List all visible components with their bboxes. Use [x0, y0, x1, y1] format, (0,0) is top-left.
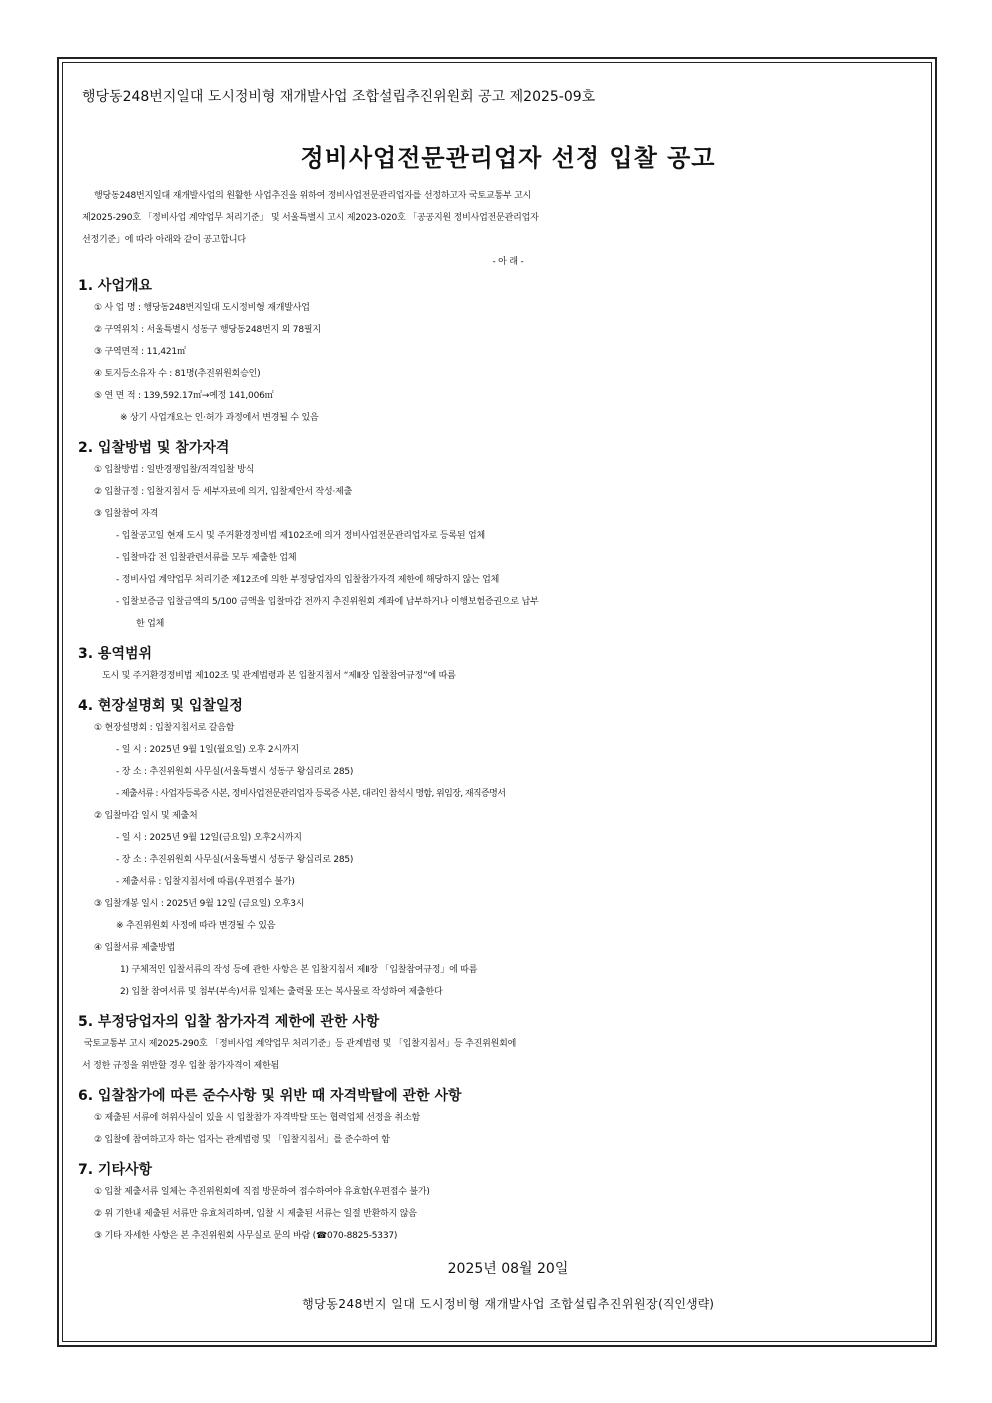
section-2-heading: 2. 입찰방법 및 참가자격 [78, 440, 230, 456]
seal-omitted-note: (직인생략) [658, 1297, 714, 1311]
s4-note: ※ 추진위원회 사정에 따라 변경될 수 있음 [116, 921, 276, 931]
s4-item: ④ 입찰서류 제출방법 [94, 943, 176, 953]
signer [78, 1289, 938, 1319]
notice-title: 정비사업전문관리업자 선정 입찰 공고 [300, 144, 716, 172]
notice-date: 2025년 08월 20일 [447, 1261, 569, 1277]
section-7-heading: 7. 기타사항 [78, 1162, 153, 1178]
s2-sub: - 입찰마감 전 입찰관련서류를 모두 제출한 업체 [116, 553, 297, 563]
s2-item: ③ 입찰참여 자격 [94, 509, 159, 519]
section-4-heading: 4. 현장설명회 및 입찰일정 [78, 698, 243, 714]
s1-line: ⑤ 연 면 적 : 139,592.17㎡→예정 141,006㎡ [94, 391, 274, 401]
intro-line: 선정기준」에 따라 아래와 같이 공고합니다 [82, 235, 246, 245]
s7-line: ① 입찰 제출서류 일체는 추진위원회에 직접 방문하여 접수하여야 유효함(우편접수 불가) [94, 1187, 430, 1197]
section-3-heading: 3. 용역범위 [78, 646, 153, 662]
s1-line: ① 사 업 명 : 행당동248번지일대 도시정비형 재개발사업 [94, 303, 310, 313]
section-1-heading: 1. 사업개요 [78, 278, 153, 294]
s2-sub: - 정비사업 계약업무 처리기준 제12조에 의한 부정당업자의 입찰참가자격 제한에 해당하지 않는 업체 [116, 575, 500, 585]
s7-line: ③ 기타 자세한 사항은 본 추진위원회 사무실로 문의 바람 (☎070-8825-5337) [94, 1231, 398, 1241]
s2-sub-continuation: 한 업체 [136, 619, 165, 629]
s4-sub: 2) 입찰 참여서류 및 첨부(부속)서류 일체는 출력물 또는 복사물로 작성하여 제출한다 [120, 987, 443, 997]
s4-item: ② 입찰마감 일시 및 제출처 [94, 811, 198, 821]
s4-sub: - 일 시 : 2025년 9월 12일(금요일) 오후2시까지 [116, 833, 302, 843]
s4-sub: - 제출서류 : 사업자등록증 사본, 정비사업전문관리업자 등록증 사본, 대리인 참석시 명함, 위임장, 재직증명서 [116, 789, 506, 799]
s4-sub: - 일 시 : 2025년 9월 1일(월요일) 오후 2시까지 [116, 745, 299, 755]
below-marker: - 아 래 - [492, 257, 524, 267]
s4-item: ③ 입찰개봉 일시 : 2025년 9월 12일 (금요일) 오후3시 [94, 899, 305, 909]
s6-line: ② 입찰에 참여하고자 하는 업자는 관계법령 및 「입찰지침서」를 준수하여 함 [94, 1135, 390, 1145]
intro-paragraph [78, 185, 938, 251]
intro-line: 행당동248번지일대 재개발사업의 원활한 사업추진을 위하여 정비사업전문관리업자를 선정하고자 국토교통부 고시 [94, 191, 532, 201]
s2-sub: - 입찰보증금 입찰금액의 5/100 금액을 입찰마감 전까지 추진위원회 계좌에 납부하거나 이행보험증권으로 납부 [116, 597, 539, 607]
s7-line: ② 위 기한내 제출된 서류만 유효처리하며, 입찰 시 제출된 서류는 일절 반환하지 않음 [94, 1209, 417, 1219]
document-number: 행당동248번지일대 도시정비형 재개발사업 조합설립추진위원회 공고 제2025-09호 [82, 89, 596, 105]
section-5-heading: 5. 부정당업자의 입찰 참가자격 제한에 관한 사항 [78, 1014, 380, 1030]
s5-line: 국토교통부 고시 제2025-290호 「정비사업 계약업무 처리기준」등 관계법령 및 「입찰지침서」등 추진위원회에 [84, 1039, 517, 1049]
s2-item: ① 입찰방법 : 일반경쟁입찰/적격입찰 방식 [94, 465, 255, 475]
section-6-heading: 6. 입찰참가에 따른 준수사항 및 위반 때 자격박탈에 관한 사항 [78, 1088, 462, 1104]
s1-line: ③ 구역면적 : 11,421㎡ [94, 347, 186, 357]
signer-name: 행당동248번지 일대 도시정비형 재개발사업 조합설립추진위원장 [302, 1297, 659, 1311]
s4-sub: - 장 소 : 추진위원회 사무실(서울특별시 성동구 왕십리로 285) [116, 855, 354, 865]
s1-note: ※ 상기 사업개요는 인·허가 과정에서 변경될 수 있음 [120, 413, 319, 423]
s1-line: ② 구역위치 : 서울특별시 성동구 행당동248번지 외 78필지 [94, 325, 321, 335]
s6-line: ① 제출된 서류에 허위사실이 있을 시 입찰참가 자격박탈 또는 협력업체 선정을 취소함 [94, 1113, 420, 1123]
s2-item: ② 입찰규정 : 입찰지침서 등 세부자료에 의거, 입찰제안서 작성·제출 [94, 487, 353, 497]
s1-line: ④ 토지등소유자 수 : 81명(추진위원회승인) [94, 369, 261, 379]
s4-item: ① 현장설명회 : 입찰지침서로 갈음함 [94, 723, 235, 733]
s5-line: 서 정한 규정을 위반할 경우 입찰 참가자격이 제한됨 [82, 1061, 280, 1071]
s4-sub: - 제출서류 : 입찰지침서에 따름(우편접수 불가) [116, 877, 295, 887]
s2-sub: - 입찰공고일 현재 도시 및 주거환경정비법 제102조에 의거 정비사업전문관리업자로 등록된 업체 [116, 531, 486, 541]
intro-line: 제2025-290호 「정비사업 계약업무 처리기준」 및 서울특별시 고시 제2023-020호 「공공지원 정비사업전문관리업자 [82, 213, 539, 223]
s3-text: 도시 및 주거환경정비법 제102조 및 관계법령과 본 입찰지침서 “제Ⅱ장 입찰참여규정”에 따름 [102, 671, 456, 681]
s4-sub: - 장 소 : 추진위원회 사무실(서울특별시 성동구 왕십리로 285) [116, 767, 354, 777]
notice-document [78, 86, 938, 1319]
s4-sub: 1) 구체적인 입찰서류의 작성 등에 관한 사항은 본 입찰지침서 제Ⅱ장 「입찰참여규정」에 따름 [120, 965, 478, 975]
